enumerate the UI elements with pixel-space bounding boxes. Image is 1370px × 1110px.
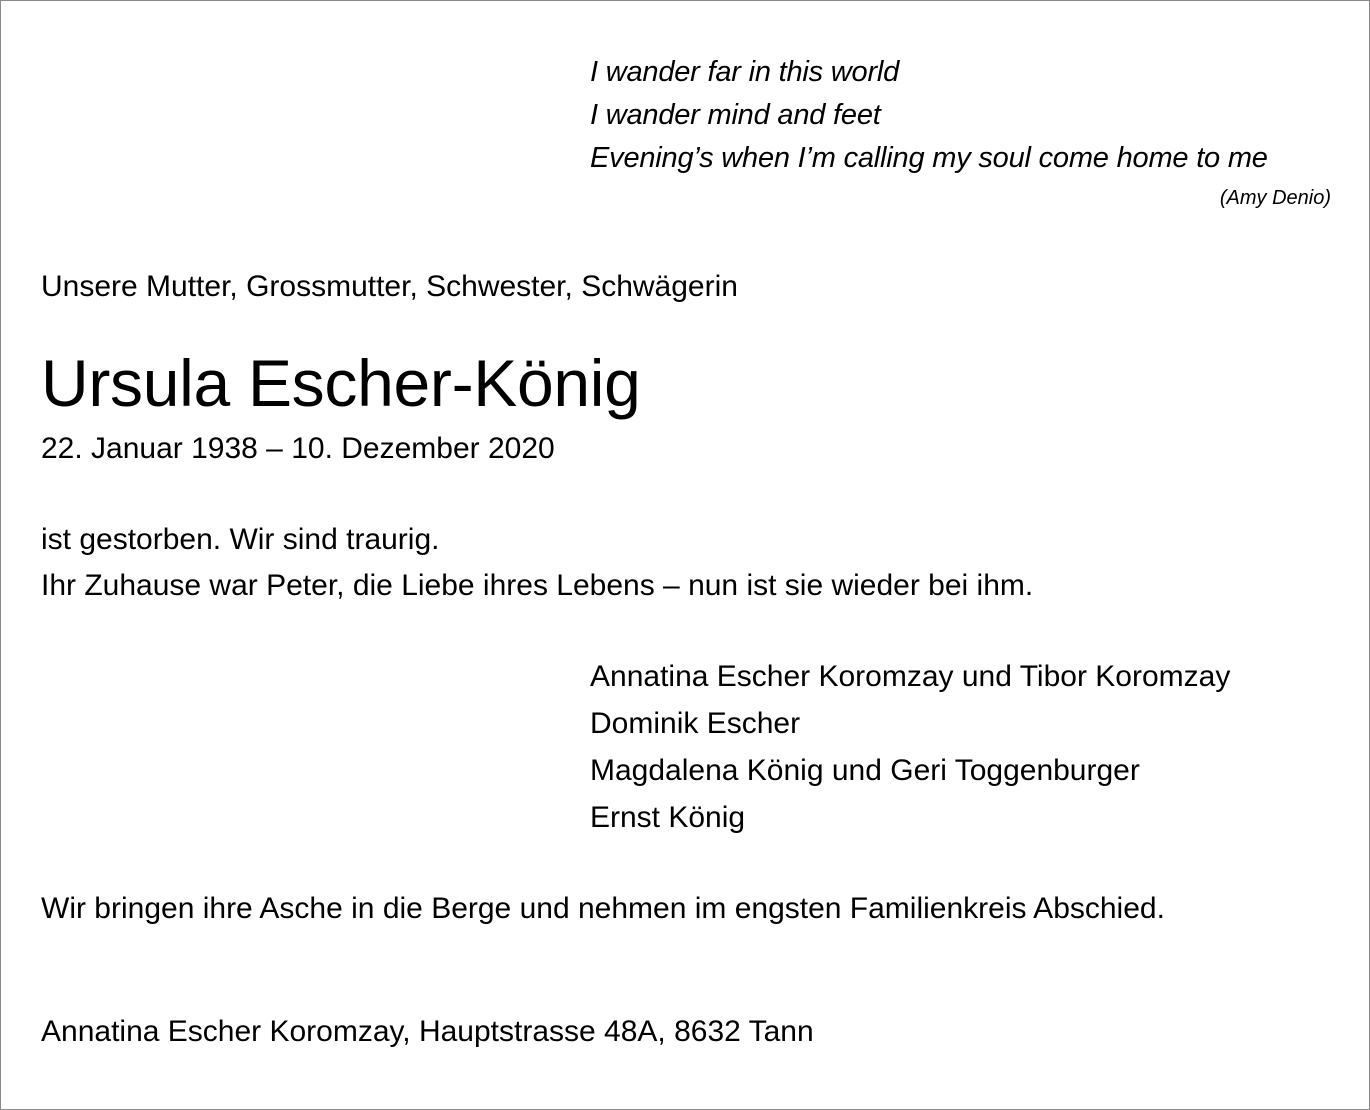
family-member: Magdalena König und Geri Toggenburger [590, 754, 1140, 787]
life-dates: 22. Januar 1938 – 10. Dezember 2020 [41, 432, 555, 465]
family-member: Dominik Escher [590, 707, 801, 740]
message-line: ist gestorben. Wir sind traurig. [41, 523, 440, 556]
deceased-name: Ursula Escher-König [41, 346, 641, 420]
family-member: Annatina Escher Koromzay und Tibor Koromzay [590, 660, 1231, 693]
message-block [41, 517, 1033, 609]
poem-line: I wander mind and feet [590, 99, 881, 131]
intro-relations: Unsere Mutter, Grossmutter, Schwester, Schwägerin [41, 270, 738, 303]
contact-address: Annatina Escher Koromzay, Hauptstrasse 48A, 8632 Tann [41, 1015, 814, 1048]
family-member: Ernst König [590, 801, 746, 834]
poem-line: I wander far in this world [590, 56, 900, 88]
poem-attribution: (Amy Denio) [1219, 187, 1331, 209]
message-line: Ihr Zuhause war Peter, die Liebe ihres Lebens – nun ist sie wieder bei ihm. [41, 569, 1034, 602]
farewell-note: Wir bringen ihre Asche in die Berge und nehmen im engsten Familienkreis Abschied. [41, 892, 1165, 925]
poem-quote [590, 51, 1268, 180]
poem-line: Evening’s when I’m calling my soul come home to me [590, 142, 1268, 174]
family-members [590, 653, 1230, 841]
